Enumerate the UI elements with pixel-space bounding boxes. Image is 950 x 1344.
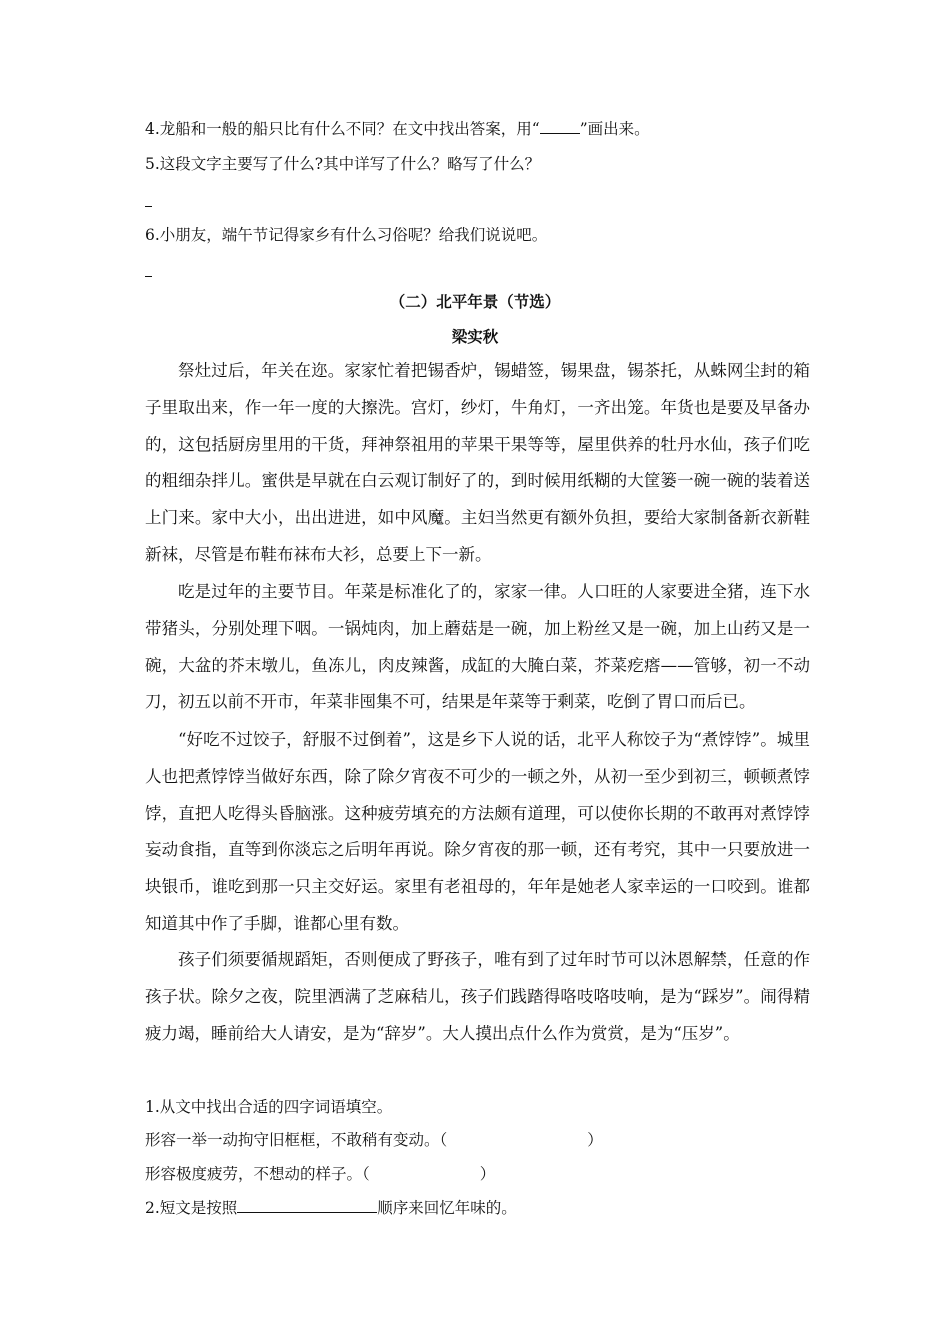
article-paragraph-4: 孩子们须要循规蹈矩，否则便成了野孩子，唯有到了过年时节可以沐恩解禁，任意的作孩子状。除夕之夜，院里洒满了芝麻秸儿，孩子们践踏得咯吱咯吱响，是为“踩岁”。闹得精疲力竭，睡前给大人请安，是为“辞岁”。大人摸出点什么作为赏赏，是为“压岁”。 xyxy=(145,950,810,1043)
article-title: （二）北平年景（节选） xyxy=(389,293,561,311)
question-4 xyxy=(145,119,650,139)
question-1b xyxy=(145,1164,495,1184)
question-2-text-before: 2.短文是按照 xyxy=(145,1199,238,1217)
question-4-text-before: 4.龙船和一般的船只比有什么不同？在文中找出答案，用“ xyxy=(145,120,540,138)
answer-blank-6[interactable] xyxy=(145,276,152,277)
question-1a-text-after: ） xyxy=(587,1131,603,1149)
question-5: 5.这段文字主要写了什么?其中详写了什么？略写了什么？ xyxy=(145,155,541,173)
article-paragraph-2: 吃是过年的主要节目。年菜是标准化了的，家家一律。人口旺的人家要进全猪，连下水带猪头，分别处理下咽。一锅炖肉，加上蘑菇是一碗，加上粉丝又是一碗，加上山药又是一碗，大盆的芥末墩儿，鱼冻儿，肉皮辣酱，成缸的大腌白菜，芥菜疙瘩——管够，初一不动刀，初五以前不开市，年菜非囤集不可，结果是年菜等于剩菜，吃倒了胃口而后已。 xyxy=(145,582,810,712)
article-author: 梁实秋 xyxy=(451,328,499,346)
question-1b-text-after: ） xyxy=(479,1165,496,1183)
question-6: 6.小朋友，端午节记得家乡有什么习俗呢？给我们说说吧。 xyxy=(145,226,548,244)
question-2-text-after: 顺序来回忆年味的。 xyxy=(377,1199,517,1217)
article-paragraph-1: 祭灶过后，年关在迩。家家忙着把锡香炉，锡蜡签，锡果盘，锡茶托，从蛛网尘封的箱子里取出来，作一年一度的大擦洗。宫灯，纱灯，牛角灯，一齐出笼。年货也是要及早备办的，这包括厨房里用的干货，拜神祭祖用的苹果干果等等，屋里供养的牡丹水仙，孩子们吃的粗细杂拌儿。蜜供是早就在白云观订制好了的，到时候用纸糊的大筐篓一碗一碗的装着送上门来。家中大小，出出进进，如中风魔。主妇当然更有额外负担，要给大家制备新衣新鞋新袜，尽管是布鞋布袜布大衫，总要上下一新。 xyxy=(145,361,810,564)
answer-blank-5[interactable] xyxy=(145,206,152,207)
article-paragraph-3: “好吃不过饺子，舒服不过倒着”，这是乡下人说的话，北平人称饺子为“煮饽饽”。城里人也把煮饽饽当做好东西，除了除夕宵夜不可少的一顿之外，从初一至少到初三，顿顿煮饽饽，直把人吃得头昏脑涨。这种疲劳填充的方法颇有道理，可以使你长期的不敢再对煮饽饽妄动食指，直等到你淡忘之后明年再说。除夕宵夜的那一顿，还有考究，其中一只要放进一块银币，谁吃到那一只主交好运。家里有老祖母的，年年是她老人家幸运的一口咬到。谁都知道其中作了手脚，谁都心里有数。 xyxy=(145,730,810,933)
question-1b-text-before: 形容极度疲劳，不想动的样子。（ xyxy=(145,1165,370,1183)
question-1: 1.从文中找出合适的四字词语填空。 xyxy=(145,1098,393,1116)
question-2-answer-blank[interactable] xyxy=(237,1198,377,1213)
question-2 xyxy=(145,1198,517,1218)
question-1a-text-before: 形容一举一动拘守旧框框，不敢稍有变动。（ xyxy=(145,1131,448,1149)
question-4-text-after: ”画出来。 xyxy=(579,120,650,138)
question-1a xyxy=(145,1130,603,1150)
question-4-underline-sample xyxy=(540,119,580,134)
